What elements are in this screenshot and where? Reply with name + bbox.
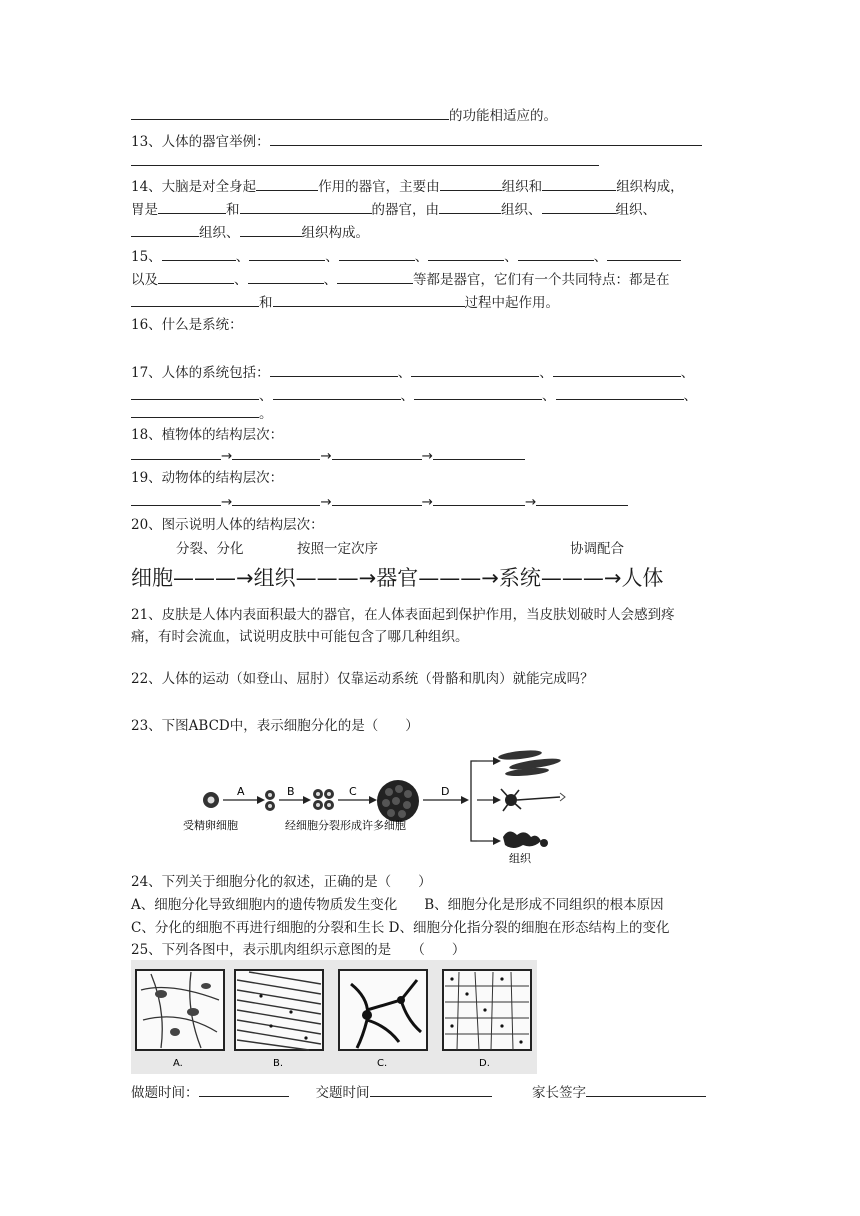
flow-node-organ: 器官	[376, 566, 419, 590]
q21-line1: 21、皮肤是人体内表面积最大的器官，在人体表面起到保护作用，当皮肤划破时人会感到疼	[131, 607, 675, 623]
flow-arrow: ———→	[173, 566, 254, 590]
answer-blank[interactable]	[433, 491, 525, 506]
svg-text:A.: A.	[173, 1058, 183, 1069]
q15-line2: 以及 、 、 等都是器官，它们有一个共同特点：都是在	[131, 269, 670, 289]
q24-line: 24、下列关于细胞分化的叙述，正确的是（ ）	[131, 874, 432, 890]
answer-blank[interactable]	[439, 199, 501, 214]
q17-line2: 、 、 、 、	[131, 385, 697, 405]
label-a: A	[237, 785, 245, 798]
footer-line: 做题时间： 交题时间 家长签字	[131, 1082, 706, 1102]
q14-line1: 14、大脑是对全身起 作用的器官，主要由 组织和 组织构成，	[131, 176, 684, 196]
answer-blank[interactable]	[131, 385, 259, 400]
egg-cell	[203, 792, 219, 808]
flow-arrow: ———→	[540, 566, 622, 590]
q24-options-cd[interactable]: C、分化的细胞不再进行细胞的分裂和生长 D、细胞分化指分裂的细胞在形态结构上的变化	[131, 920, 670, 936]
answer-blank[interactable]	[440, 176, 502, 191]
answer-blank[interactable]	[131, 403, 259, 418]
label-c: C	[349, 785, 357, 798]
flow-node-cell: 细胞	[131, 566, 173, 590]
q20-line: 20、图示说明人体的结构层次：	[131, 517, 324, 533]
answer-blank[interactable]	[162, 246, 236, 261]
q12-tail-line: 的功能相适应的。	[131, 105, 557, 125]
answer-blank[interactable]	[232, 445, 320, 460]
answer-blank[interactable]	[158, 199, 226, 214]
answer-blank[interactable]	[232, 491, 320, 506]
cell-mass	[377, 780, 419, 822]
caption-division: 经细胞分裂形成许多细胞	[285, 819, 406, 832]
answer-blank[interactable]	[270, 131, 702, 146]
answer-blank[interactable]	[273, 292, 465, 307]
flow-label-order: 按照一定次序	[297, 541, 378, 557]
answer-blank[interactable]	[131, 292, 259, 307]
q13-line2	[131, 151, 599, 171]
flow-node-body: 人体	[621, 566, 664, 590]
answer-blank[interactable]	[536, 491, 628, 506]
q15-line1: 15、 、 、 、 、 、	[131, 246, 681, 266]
q25-line: 25、下列各图中，表示肌肉组织示意图的是 （ ）	[131, 942, 466, 958]
answer-blank[interactable]	[553, 362, 681, 377]
q13-line: 13、人体的器官举例：	[131, 131, 702, 151]
nerve-cell-sketch	[501, 789, 565, 811]
answer-blank[interactable]	[433, 445, 525, 460]
submit-time-field[interactable]	[370, 1082, 492, 1097]
flow-arrow: ———→	[295, 566, 377, 590]
answer-blank[interactable]	[240, 222, 302, 237]
q18-chain: → → →	[131, 445, 525, 465]
answer-blank[interactable]	[339, 246, 415, 261]
two-cells	[265, 790, 275, 811]
answer-blank[interactable]	[332, 491, 422, 506]
answer-blank[interactable]	[240, 199, 372, 214]
answer-blank[interactable]	[131, 445, 221, 460]
parent-sign-field[interactable]	[586, 1082, 706, 1097]
q18-line: 18、植物体的结构层次：	[131, 427, 284, 443]
answer-blank[interactable]	[542, 176, 616, 191]
answer-blank[interactable]	[556, 385, 684, 400]
answer-blank[interactable]	[256, 176, 318, 191]
svg-text:C.: C.	[377, 1058, 388, 1069]
caption-egg: 受精卵细胞	[183, 819, 238, 832]
answer-blank[interactable]	[542, 199, 616, 214]
q15-line3: 和 过程中起作用。	[131, 292, 559, 312]
answer-blank[interactable]	[411, 362, 539, 377]
muscle-tissue-sketch	[498, 749, 562, 778]
answer-blank[interactable]	[270, 362, 398, 377]
flow-node-tissue: 组织	[253, 566, 296, 590]
answer-blank[interactable]	[414, 385, 542, 400]
answer-blank[interactable]	[428, 246, 504, 261]
bracket	[471, 761, 477, 841]
q17-line1: 17、人体的系统包括： 、 、 、	[131, 362, 694, 382]
four-cells	[313, 789, 334, 810]
answer-blank[interactable]	[607, 246, 681, 261]
q14-line2: 胃是 和 的器官，由 组织、 组织、	[131, 199, 656, 219]
cell-differentiation-figure	[175, 745, 575, 867]
flow-node-system: 系统	[498, 566, 541, 590]
q22-line: 22、人体的运动（如登山、屈肘）仅靠运动系统（骨骼和肌肉）就能完成吗？	[131, 671, 594, 687]
answer-blank[interactable]	[273, 385, 401, 400]
answer-blank[interactable]	[131, 491, 221, 506]
structure-flow	[131, 565, 663, 591]
label-b: B	[287, 785, 295, 798]
caption-tissue: 组织	[509, 852, 531, 865]
q24-options-ab[interactable]: A、细胞分化导致细胞内的遗传物质发生变化 B、细胞分化是形成不同组织的根本原因	[131, 897, 664, 913]
answer-blank[interactable]	[131, 105, 449, 120]
answer-blank[interactable]	[332, 445, 422, 460]
q17-line3: 。	[131, 403, 273, 423]
answer-blank[interactable]	[131, 151, 599, 166]
label-d: D	[441, 785, 450, 798]
tissue-blob-sketch	[503, 831, 548, 848]
svg-text:D.: D.	[479, 1058, 490, 1069]
q19-line: 19、动物体的结构层次：	[131, 470, 284, 486]
answer-blank[interactable]	[249, 246, 325, 261]
q19-chain: → → → →	[131, 491, 628, 511]
answer-blank[interactable]	[131, 222, 199, 237]
flow-label-divide: 分裂、分化	[176, 541, 244, 557]
q23-line: 23、下图ABCD中，表示细胞分化的是（ ）	[131, 718, 419, 734]
q14-line3: 组织、 组织构成。	[131, 222, 369, 242]
do-time-field[interactable]	[199, 1082, 289, 1097]
q16-line: 16、什么是系统：	[131, 317, 243, 333]
answer-blank[interactable]	[518, 246, 594, 261]
flow-arrow: ———→	[418, 566, 499, 590]
answer-blank[interactable]	[158, 269, 234, 284]
answer-blank[interactable]	[337, 269, 413, 284]
tissue-options-figure	[131, 960, 537, 1074]
flow-label-coordinate: 协调配合	[570, 541, 624, 557]
answer-blank[interactable]	[248, 269, 324, 284]
svg-text:B.: B.	[273, 1058, 284, 1069]
q21-line2: 痛，有时会流血，试说明皮肤中可能包含了哪几种组织。	[131, 629, 469, 645]
